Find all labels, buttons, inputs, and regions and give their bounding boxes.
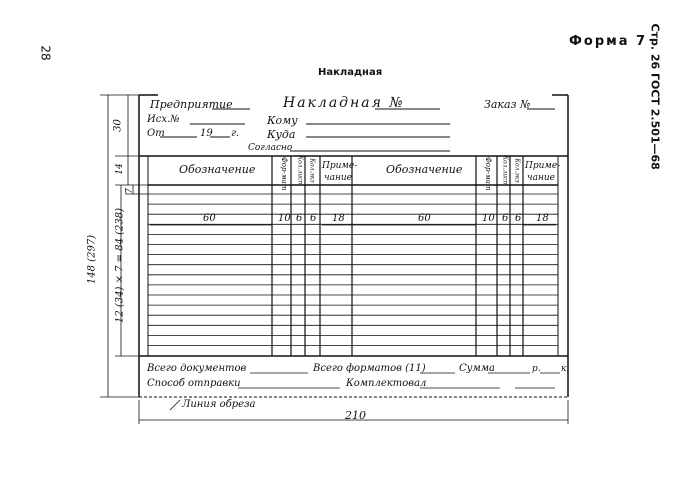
- column-format-right: Фор-мат: [484, 157, 492, 191]
- column-copies-left: Кол.экз: [308, 158, 316, 183]
- order-label: Заказ №: [484, 98, 531, 111]
- date-from-label: От: [147, 128, 165, 139]
- outgoing-label: Исх.№: [147, 114, 180, 125]
- column-copies-right: Кол.экз: [513, 158, 521, 183]
- dim-copies-right: 6: [515, 213, 522, 224]
- column-note-left: Приме-чание: [322, 161, 358, 183]
- row-height-dim: 7: [125, 188, 135, 194]
- dim-note-left: 18: [332, 213, 345, 224]
- side-reference: Стр. 26 ГОСТ 2.501—68: [648, 23, 662, 170]
- rows-height-dim: 12 (34) × 7 = 84 (238): [114, 207, 126, 324]
- column-sheets-left: Кол.лист: [296, 155, 304, 187]
- packed-label: Комплектовал: [346, 378, 427, 389]
- page-number: 28: [38, 45, 53, 61]
- dim-note-right: 18: [536, 213, 549, 224]
- dim-sheets-left: 6: [296, 213, 303, 224]
- dim-format-left: 10: [278, 213, 291, 224]
- column-designation-right: Обозначение: [386, 163, 463, 176]
- dim-designation-left: 60: [203, 213, 216, 224]
- total-height-dim: 148 (297): [86, 234, 98, 285]
- header-height-dim: 30: [112, 119, 124, 132]
- dispatch-label: Способ отправки: [147, 378, 241, 389]
- date-year-label: 19: [200, 128, 213, 139]
- table-column-lines: [272, 156, 523, 356]
- dim-designation-right: 60: [418, 213, 431, 224]
- table-header-height-dim: 14: [115, 163, 125, 175]
- dim-sheets-right: 6: [502, 213, 509, 224]
- to-label: Кому: [267, 114, 298, 127]
- total-docs-label: Всего документов: [147, 363, 247, 374]
- column-designation-left: Обозначение: [179, 163, 256, 176]
- rub-label: р.: [532, 364, 541, 374]
- approved-label: Согласно: [248, 143, 293, 153]
- sum-label: Сумма: [459, 363, 495, 374]
- form-title: Накладная №: [283, 95, 405, 111]
- cut-line-label: Линия обреза: [182, 399, 256, 410]
- date-year-suffix: г.: [231, 128, 240, 139]
- total-formats-label: Всего форматов (11): [313, 363, 426, 374]
- document-title: Накладная: [318, 67, 383, 78]
- enterprise-label: Предприятие: [150, 98, 233, 111]
- form-label: Форма 7: [569, 34, 648, 49]
- where-label: Куда: [267, 128, 296, 141]
- column-note-right: Приме-чание: [525, 161, 561, 183]
- kop-label: к.: [561, 364, 570, 374]
- dim-copies-left: 6: [310, 213, 317, 224]
- column-format-left: Фор-мат: [280, 157, 288, 191]
- cut-line-leader: [170, 400, 180, 410]
- column-sheets-right: Кол.лист: [501, 155, 509, 187]
- width-dimension: 210: [345, 409, 366, 422]
- dim-format-right: 10: [482, 213, 495, 224]
